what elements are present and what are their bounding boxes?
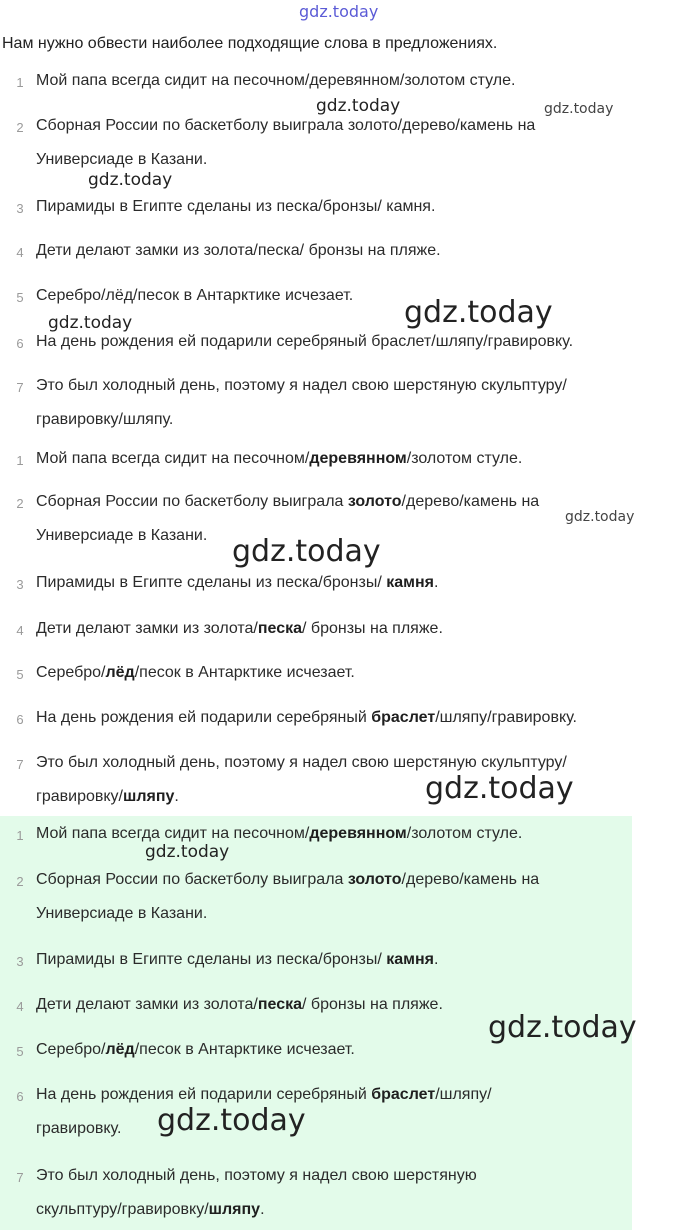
item-number: 7: [16, 757, 24, 772]
question-text: Мой папа всегда сидит на песочном/деревянном/золотом стуле.: [36, 72, 516, 89]
question-text: Дети делают замки из золота/песка/ бронзы на пляже.: [36, 242, 441, 259]
answer-highlight: песка: [257, 996, 303, 1013]
answer-highlight: шляпу: [208, 1201, 261, 1218]
item-number: 3: [16, 954, 24, 969]
watermark: gdz.today: [157, 1103, 306, 1138]
item-number: 1: [16, 75, 24, 90]
answer-highlight: золото: [347, 871, 402, 888]
answer-highlight: лёд: [105, 1041, 135, 1058]
question-text: Сборная России по баскетболу выиграла золото/дерево/камень на Универсиаде в Казани.: [36, 117, 536, 168]
answer-highlight: деревянном: [309, 825, 407, 842]
item-number: 7: [16, 1170, 24, 1185]
item-number: 5: [16, 290, 24, 305]
answer-text: Пирамиды в Египте сделаны из песка/бронзы/ камня.: [36, 951, 439, 968]
answer-text: На день рождения ей подарили серебряный браслет/шляпу/ гравировку.: [36, 1086, 492, 1137]
watermark: gdz.today: [544, 101, 614, 117]
answer-text: Серебро/лёд/песок в Антарктике исчезает.: [36, 664, 355, 681]
answer-highlight: золото: [347, 493, 402, 510]
question-text: Серебро/лёд/песок в Антарктике исчезает.: [36, 287, 354, 304]
answer-highlight: лёд: [105, 664, 135, 681]
item-number: 2: [16, 874, 24, 889]
item-number: 4: [16, 623, 24, 638]
item-number: 2: [16, 496, 24, 511]
question-text: Пирамиды в Египте сделаны из песка/бронзы/ камня.: [36, 198, 436, 215]
item-number: 3: [16, 201, 24, 216]
item-number: 6: [16, 1089, 24, 1104]
item-number: 1: [16, 828, 24, 843]
watermark: gdz.today: [232, 534, 381, 569]
item-number: 1: [16, 453, 24, 468]
watermark: gdz.today: [88, 170, 173, 190]
watermark: gdz.today: [488, 1010, 637, 1045]
watermark: gdz.today: [565, 509, 635, 525]
watermark: gdz.today: [48, 313, 133, 333]
item-number: 2: [16, 120, 24, 135]
item-number: 6: [16, 712, 24, 727]
site-logo[interactable]: gdz.today: [299, 2, 379, 21]
item-number: 3: [16, 577, 24, 592]
item-number: 5: [16, 667, 24, 682]
answer-text: Пирамиды в Египте сделаны из песка/бронзы/ камня.: [36, 574, 439, 591]
answer-highlight: шляпу: [123, 788, 175, 805]
answer-highlight: песка: [257, 620, 303, 637]
answer-text: Это был холодный день, поэтому я надел свою шерстяную скульптуру/гравировку/шляпу.: [36, 1167, 477, 1218]
answer-text: Серебро/лёд/песок в Антарктике исчезает.: [36, 1041, 355, 1058]
intro-text: Нам нужно обвести наиболее подходящие слова в предложениях.: [2, 35, 498, 52]
answer-highlight: деревянном: [309, 450, 407, 467]
answer-text: Сборная России по баскетболу выиграла золото/дерево/камень на Универсиаде в Казани.: [36, 493, 540, 544]
answer-highlight: камня: [386, 951, 434, 968]
watermark: gdz.today: [404, 295, 553, 330]
answer-text: Сборная России по баскетболу выиграла золото/дерево/камень на Универсиаде в Казани.: [36, 871, 540, 922]
answer-highlight: браслет: [371, 1086, 436, 1103]
question-text: Это был холодный день, поэтому я надел свою шерстяную скульптуру/ гравировку/шляпу.: [36, 377, 567, 428]
item-number: 4: [16, 999, 24, 1014]
answer-text: Мой папа всегда сидит на песочном/деревянном/золотом стуле.: [36, 450, 523, 467]
item-number: 4: [16, 245, 24, 260]
answer-text: Это был холодный день, поэтому я надел свою шерстяную скульптуру/ гравировку/шляпу.: [36, 754, 567, 805]
answer-text: Дети делают замки из золота/песка/ бронзы на пляже.: [36, 996, 443, 1013]
answer-highlight: браслет: [371, 709, 436, 726]
watermark: gdz.today: [145, 842, 230, 862]
item-number: 5: [16, 1044, 24, 1059]
item-number: 7: [16, 380, 24, 395]
answer-text: Мой папа всегда сидит на песочном/деревянном/золотом стуле.: [36, 825, 523, 842]
answer-highlight: камня: [386, 574, 434, 591]
watermark: gdz.today: [316, 96, 401, 116]
answer-text: На день рождения ей подарили серебряный браслет/шляпу/гравировку.: [36, 709, 577, 726]
question-text: На день рождения ей подарили серебряный браслет/шляпу/гравировку.: [36, 333, 574, 350]
answer-text: Дети делают замки из золота/песка/ бронзы на пляже.: [36, 620, 443, 637]
item-number: 6: [16, 336, 24, 351]
watermark: gdz.today: [425, 771, 574, 806]
